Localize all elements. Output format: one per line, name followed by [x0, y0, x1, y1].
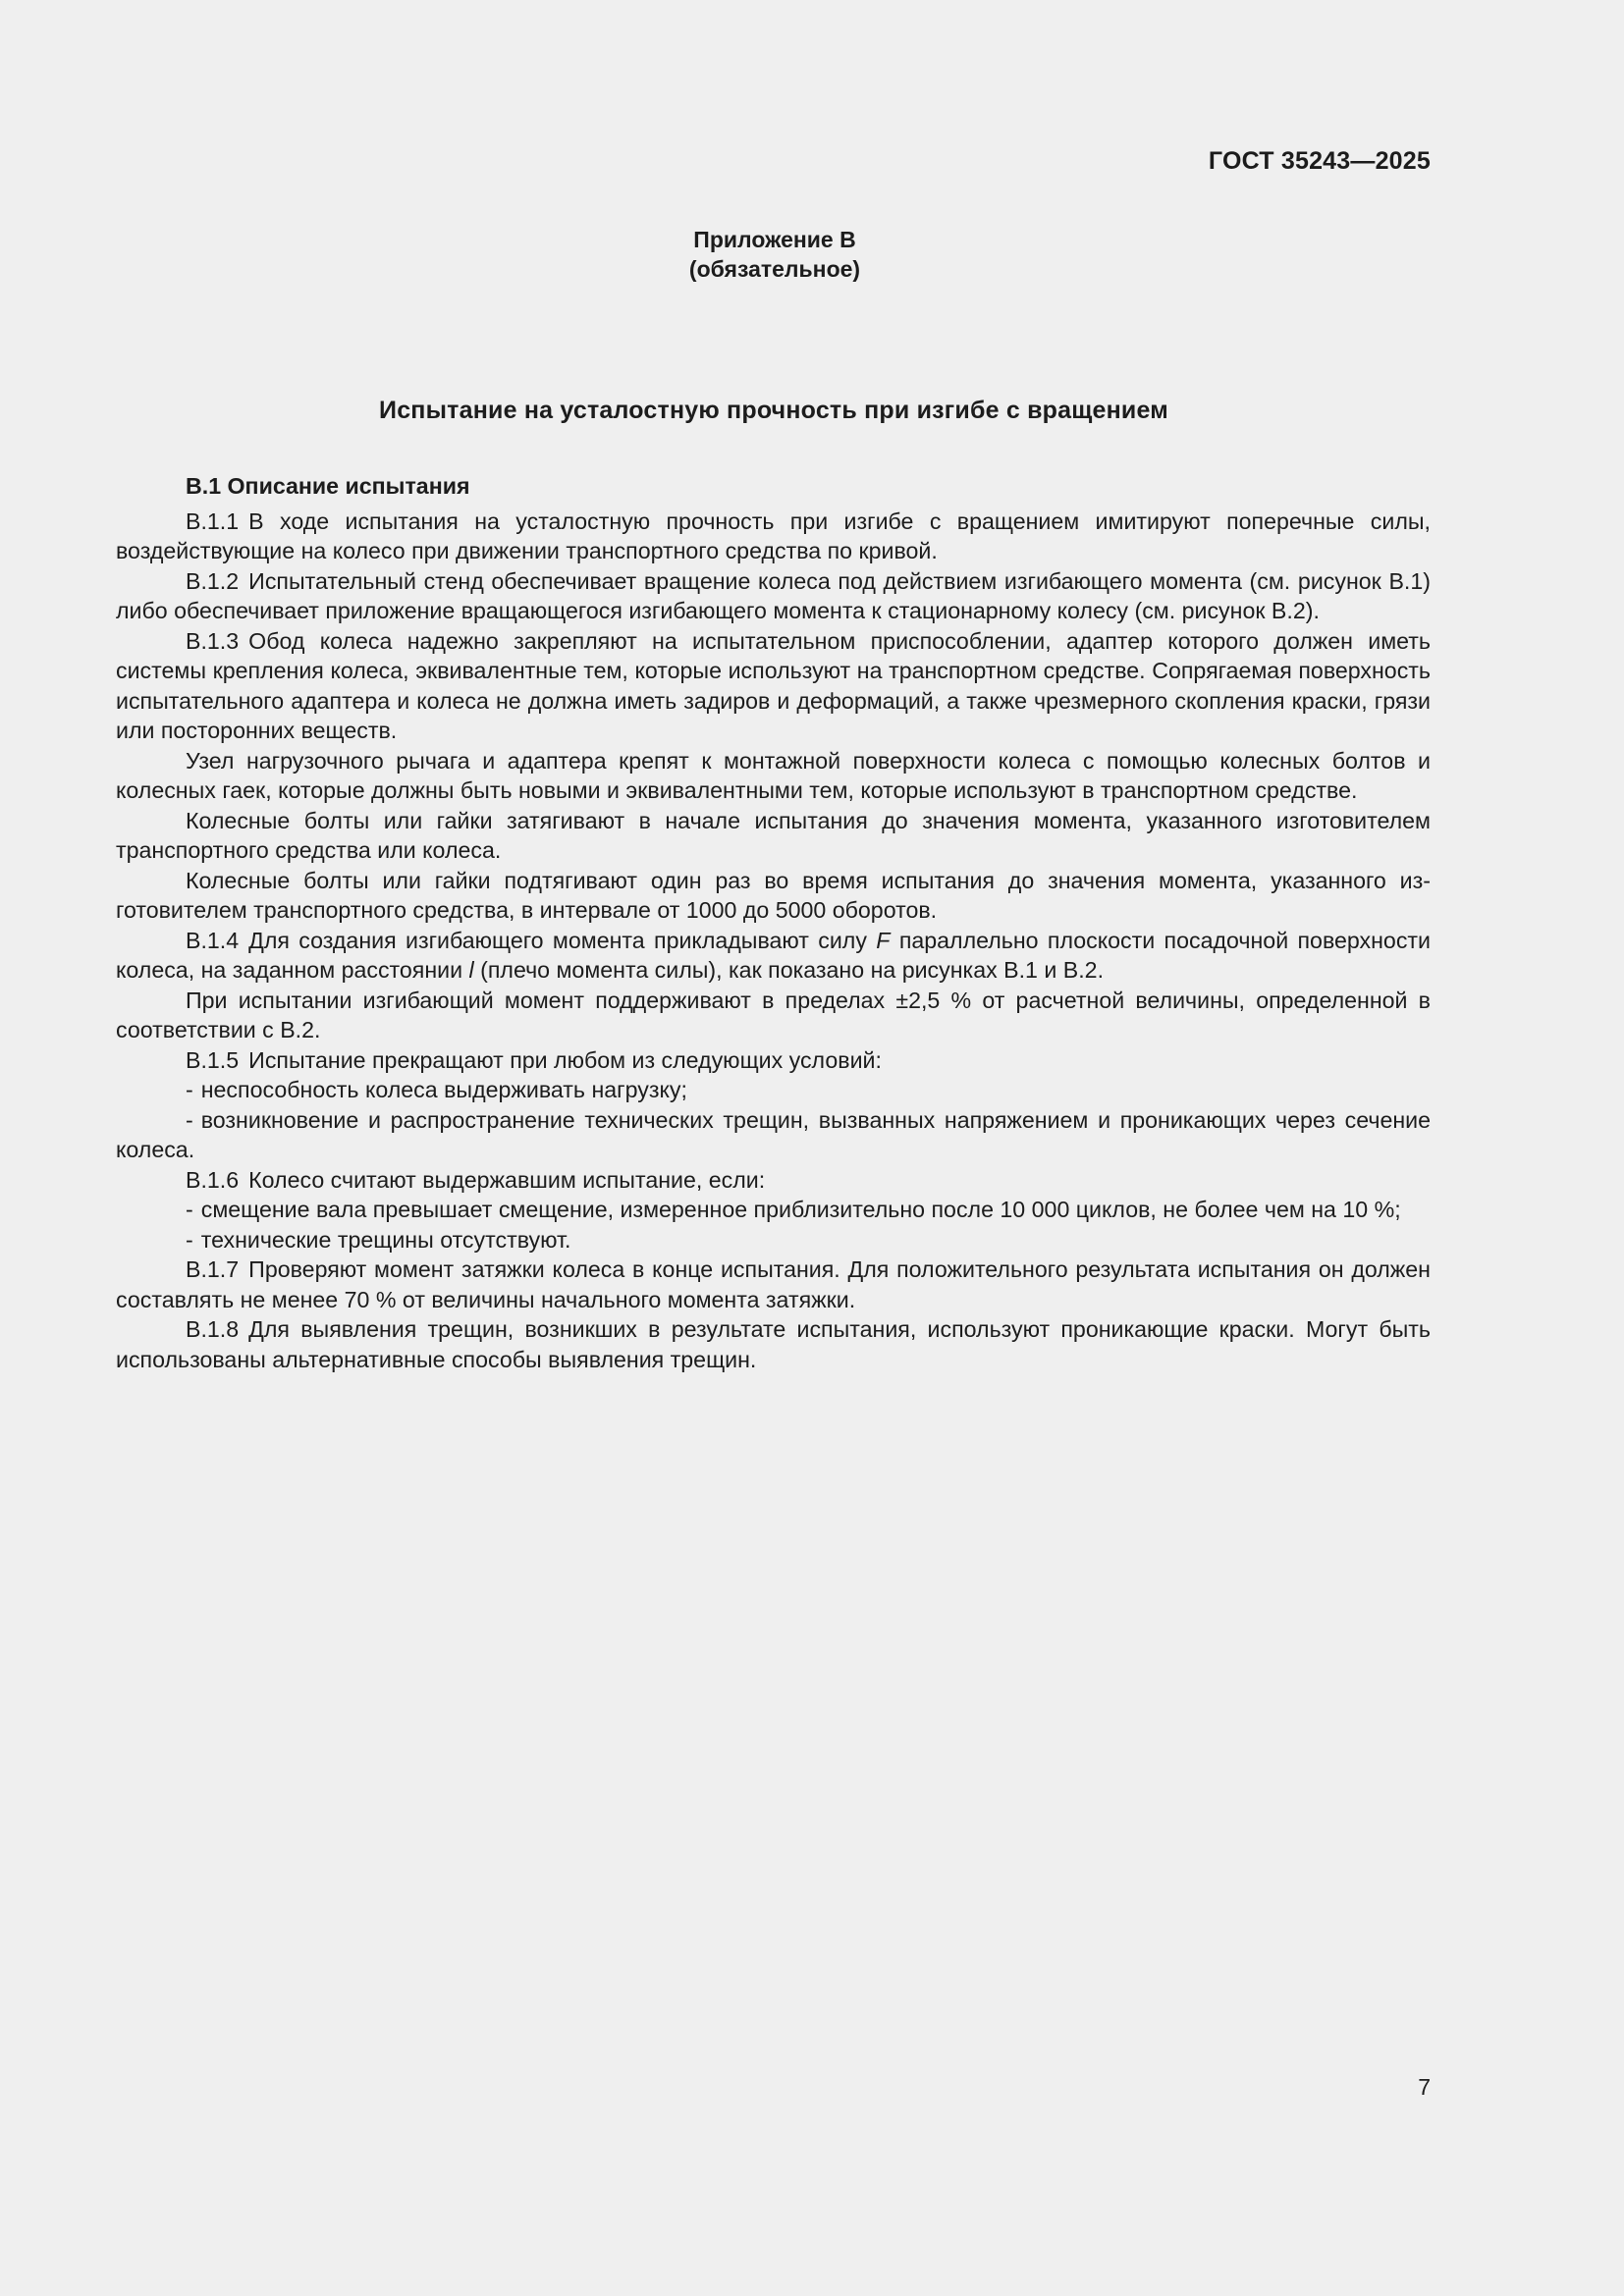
clause-number: В.1.4: [186, 927, 240, 953]
paragraph-text: Проверяют момент затяжки колеса в конце испытания. Для положительного результата испытания он должен составлять не менее 70 % от величины начального момента затяжки.: [116, 1256, 1431, 1312]
list-dash: -: [186, 1077, 193, 1102]
clause-number: В.1.3: [186, 627, 240, 654]
document-code: ГОСТ 35243—2025: [1208, 147, 1431, 175]
paragraph-load-arm: Узел нагрузочного рычага и адаптера крепят к монтажной поверхности колеса с помощью колесных болтов и колесных гаек, которые должны быть новыми и эквивалентными тем, которые используют в транспортном средстве.: [116, 747, 1431, 803]
paragraph-b-1-6: [116, 1165, 1431, 1196]
clause-number: В.1.8: [186, 1316, 240, 1342]
paragraph-text: Обод колеса надежно закрепляют на испытательном приспособлении, адаптер которого должен иметь системы крепления колеса, эквивалентные тем, которые используют на транспортном средстве. Сопрягаемая поверхность испытательного адаптера и колеса не должна иметь задиров и деформаций, а также чрезмерного скопления краски, грязи или посторонних веществ.: [116, 627, 1431, 743]
list-dash: -: [186, 1226, 193, 1253]
paragraph-moment-tolerance: При испытании изгибающий момент поддерживают в пределах ±2,5 % от расчетной величины, определенной в соответствии с В.2.: [116, 987, 1431, 1042]
section-heading: В.1 Описание испытания: [186, 473, 470, 499]
list-dash: -: [186, 1106, 193, 1133]
paragraph-b-1-5: [116, 1045, 1431, 1076]
list-item-text: смещение вала превышает смещение, измеренное приблизительно после 10 000 циклов, не более чем на 10 %;: [200, 1197, 1401, 1222]
paragraph-bolts-retighten: Колесные болты или гайки подтягивают один раз во время испытания до значения момента, указанного изготовителем транспортного средства, в интервале от 1000 до 5000 оборотов.: [116, 867, 1431, 923]
list-item: [116, 1075, 1431, 1105]
clause-number: В.1.5: [186, 1046, 240, 1073]
list-dash: -: [186, 1197, 193, 1222]
paragraph-text: В ходе испытания на усталостную прочность при изгибе с вращением имитируют поперечные силы, воздействующие на колесо при движении транспортного средства по кривой.: [116, 507, 1431, 563]
paragraph-text: Испытание прекращают при любом из следующих условий:: [248, 1046, 882, 1073]
paragraph-b-1-4: [116, 926, 1431, 986]
paragraph-text: (плечо момента силы), как показано на рисунках В.1 и В.2.: [480, 957, 1105, 983]
paragraph-b-1-2: [116, 566, 1431, 626]
paragraph-b-1-1: [116, 507, 1431, 566]
force-variable: F: [876, 927, 891, 953]
list-item: [116, 1225, 1431, 1255]
distance-variable: l: [468, 957, 474, 983]
paragraph-text: Испытательный стенд обеспечивает вращение колеса под действием изгибающего момента (см. рисунок В.1) либо обеспечивает приложение вращающегося изгибающего момента к стационарному колесу (см. рисунок В.2).: [116, 567, 1431, 623]
clause-number: В.1.1: [186, 507, 240, 534]
paragraph-b-1-8: [116, 1314, 1431, 1374]
list-item-text: возникновение и распространение технических трещин, вызванных напряжением и проникающих через сечение колеса.: [116, 1106, 1431, 1162]
paragraph-text: параллельно плоскости посадочной поверхности колеса, на заданном расстоянии: [116, 927, 1431, 983]
main-title: Испытание на усталостную прочность при изгибе с вращением: [379, 397, 1168, 424]
paragraph-text: Для выявления трещин, возникших в результате испытания, используют проникающие краски. Могут быть использованы альтернативные способы выявления трещин.: [116, 1316, 1431, 1372]
list-item: [116, 1105, 1431, 1165]
paragraph-bolts-tighten: Колесные болты или гайки затягивают в начале испытания до значения момента, указанного изготовителем транспортного средства или колеса.: [116, 807, 1431, 863]
paragraph-text: Для создания изгибающего момента прикладывают силу: [248, 927, 867, 953]
page-number: 7: [1418, 2074, 1431, 2100]
appendix-status: (обязательное): [688, 256, 861, 282]
list-item-text: технические трещины отсутствуют.: [200, 1226, 571, 1253]
document-body: [116, 471, 1431, 1374]
appendix-heading: [0, 225, 1549, 284]
clause-number: В.1.2: [186, 567, 240, 594]
list-item-text: неспособность колеса выдерживать нагрузку;: [200, 1077, 687, 1102]
paragraph-b-1-7: [116, 1255, 1431, 1314]
appendix-title: Приложение В: [693, 227, 856, 252]
list-item: [116, 1195, 1431, 1225]
clause-number: В.1.6: [186, 1166, 240, 1193]
paragraph-b-1-3: [116, 626, 1431, 746]
clause-number: В.1.7: [186, 1256, 240, 1282]
paragraph-text: Колесо считают выдержавшим испытание, если:: [248, 1166, 766, 1193]
